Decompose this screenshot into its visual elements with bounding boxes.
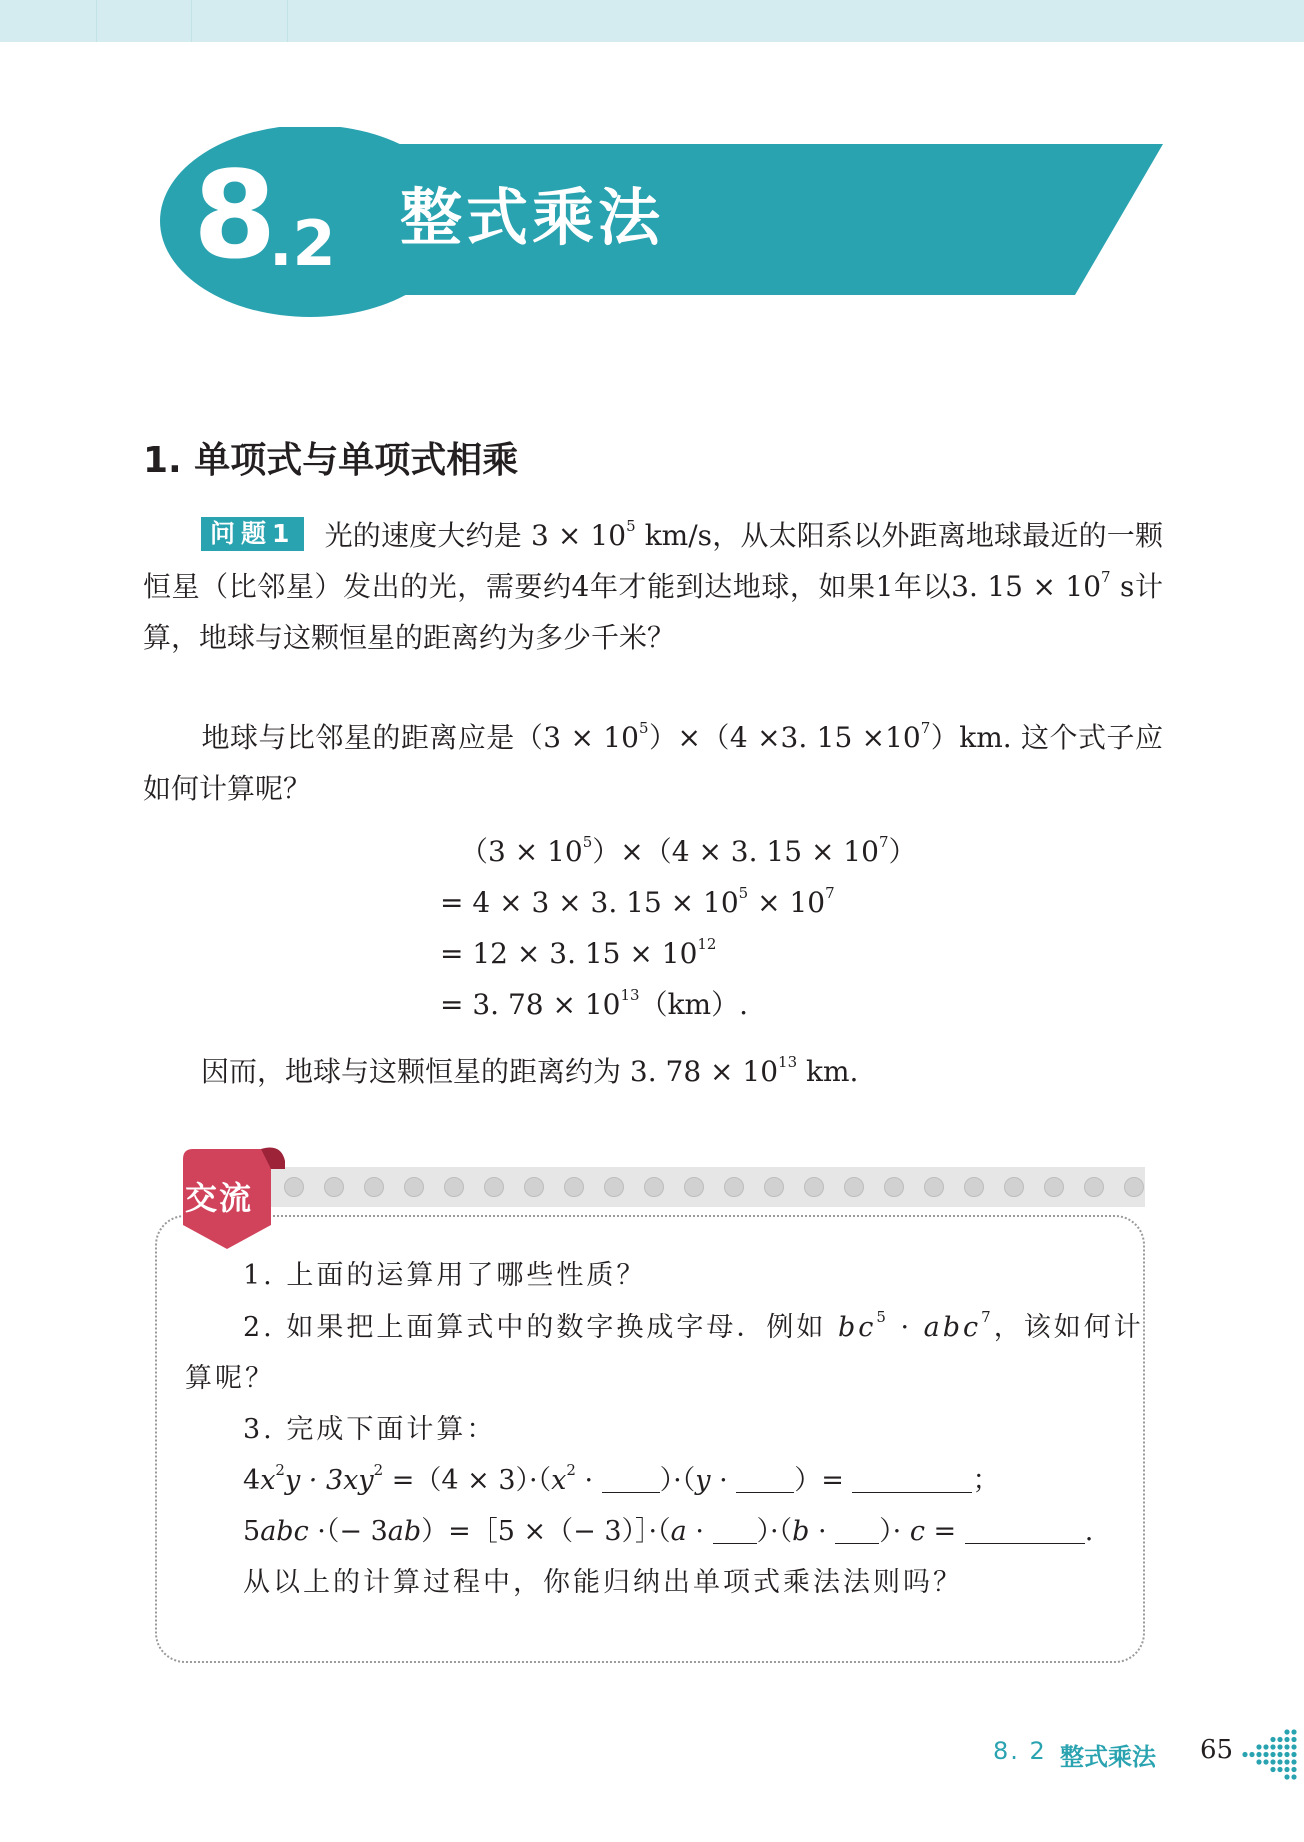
ornament-dot [1277,1737,1282,1742]
perforated-strip [270,1167,1145,1207]
answer-blank[interactable] [736,1466,794,1493]
ornament-dot [1270,1744,1275,1749]
ornament-dot [1284,1774,1289,1779]
ornament-dot [1263,1759,1268,1764]
perforation-dot [484,1177,504,1197]
ornament-dot [1249,1752,1254,1757]
answer-blank[interactable] [965,1517,1085,1544]
para-text: ）km. 这个式子应如何计算呢？ [143,721,1163,805]
band-divider [287,0,288,42]
ornament-dot [1277,1767,1282,1772]
band-divider [96,0,97,42]
para-text: ）×（4 ×3. 15 ×10 [648,721,921,754]
exercise-1: $4x^2y \cdot 3xy^2 =(4 \times 3)\cdot(x^2 \cdot )\cdot(y$ · ）= ； [243,1461,1000,1496]
exponent: 13 [778,1053,798,1071]
calculation-block [440,826,917,1030]
perforation-dot [604,1177,624,1197]
chapter-banner [155,127,1165,327]
exponent: 7 [920,719,931,737]
question-2-cont: 算呢？ [185,1363,275,1394]
ornament-dot [1263,1744,1268,1749]
footer-section-title: 整式乘法 [1060,1743,1156,1771]
ornament-dot [1277,1759,1282,1764]
ornament-dot [1256,1759,1261,1764]
ornament-dot [1270,1759,1275,1764]
perforation-dot [644,1177,664,1197]
problem-text: s计算，地球与这颗恒星的距离约为多少千米？ [143,570,1163,654]
perforation-dot [364,1177,384,1197]
discussion-box [155,1145,1145,1665]
calc-line: = 12 × 3. $15 \times 10^{12}$ [440,935,717,970]
perforation-dot [1124,1177,1144,1197]
para-text: 地球与比邻星的距离应是（3 × 10 [201,721,639,754]
exercise-2: 5abc ·（− 3ab）=［5 ×（− 3）］·（a · ）·（b · ）· c = . [243,1516,1094,1547]
perforation-dot [1004,1177,1024,1197]
perforation-dot [404,1177,424,1197]
perforation-dot [844,1177,864,1197]
problem-tag: 问题1 [201,517,304,551]
perforation-dot [524,1177,544,1197]
perforation-dot [724,1177,744,1197]
perforation-dot [884,1177,904,1197]
problem-text: km/s，从太阳系以外距离地球最近的一颗恒星（比邻星）发出的光，需要约4年才能到达地球，如果1年以3. 15 × 10 [143,519,1163,603]
ornament-dot [1291,1759,1296,1764]
perforation-dot [964,1177,984,1197]
perforation-dot [764,1177,784,1197]
ornament-dot [1291,1744,1296,1749]
ornament-dot [1263,1752,1268,1757]
ornament-dot [1270,1737,1275,1742]
perforation-dot [564,1177,584,1197]
conclusion-question: 从以上的计算过程中，你能归纳出单项式乘法法则吗？ [243,1567,963,1598]
perforation-dot [324,1177,344,1197]
ornament-dot [1291,1767,1296,1772]
calc-line: $(3 \times 10^5)\times(4 \times 3$. $15 \times 10^7$） [460,833,917,868]
para-text: km. [797,1055,859,1088]
answer-blank[interactable] [852,1466,972,1493]
perforation-dot [1044,1177,1064,1197]
perforation-dot [444,1177,464,1197]
ornament-dot [1291,1752,1296,1757]
para-text: 因而，地球与这颗恒星的距离约为 3. 78 × 10 [201,1055,779,1088]
discussion-label: 交流 [185,1179,254,1217]
ornament-dot [1277,1752,1282,1757]
footer-section-number: 8. 2 [993,1737,1047,1765]
ornament-dot [1270,1752,1275,1757]
chapter-subnumber: .2 [269,207,336,280]
exponent: 5 [626,517,636,535]
exponent: 5 [638,719,649,737]
ornament-dot [1284,1744,1289,1749]
exponent: 7 [1101,568,1111,586]
band-divider [191,0,192,42]
footer-dot-ornament [1236,1724,1300,1784]
section-heading: 1. 单项式与单项式相乘 [143,440,519,481]
ornament-dot [1256,1744,1261,1749]
ornament-dot [1242,1752,1247,1757]
problem-paragraph [143,510,1163,663]
ornament-dot [1277,1744,1282,1749]
answer-blank[interactable] [835,1517,879,1544]
top-band [0,0,1304,42]
ornament-dot [1256,1752,1261,1757]
answer-blank[interactable] [713,1517,757,1544]
question-3: 3. 完成下面计算： [243,1414,497,1445]
ornament-dot [1284,1767,1289,1772]
calc-line: = 3. $78 \times 10^{13}(km)$. [440,986,749,1021]
ornament-dot [1291,1737,1296,1742]
ornament-dot [1284,1729,1289,1734]
calc-line: = 4 × 3 × 3. $15 \times 10^5 \times 10^7$ [440,884,835,919]
perforation-dot [684,1177,704,1197]
perforation-dot [804,1177,824,1197]
ornament-dot [1284,1737,1289,1742]
conclusion-paragraph [143,1046,1163,1097]
chapter-title: 整式乘法 [400,181,665,254]
chapter-number: 8 [193,147,274,286]
perforation-dot [1084,1177,1104,1197]
ornament-dot [1284,1752,1289,1757]
question-1: 1. 上面的运算用了哪些性质？ [243,1260,647,1291]
answer-blank[interactable] [602,1466,660,1493]
ornament-dot [1291,1729,1296,1734]
ornament-dot [1291,1774,1296,1779]
ornament-dot [1270,1767,1275,1772]
page-number: 65 [1200,1735,1234,1765]
problem-text: 光的速度大约是 3 × 10 [324,519,627,552]
distance-paragraph [143,712,1163,814]
question-2: 2. 如果把上面算式中的数字换成字母．例如 $bc^5 \cdot abc^7$，该如何计 [243,1308,1144,1343]
perforation-dot [924,1177,944,1197]
ornament-dot [1284,1759,1289,1764]
